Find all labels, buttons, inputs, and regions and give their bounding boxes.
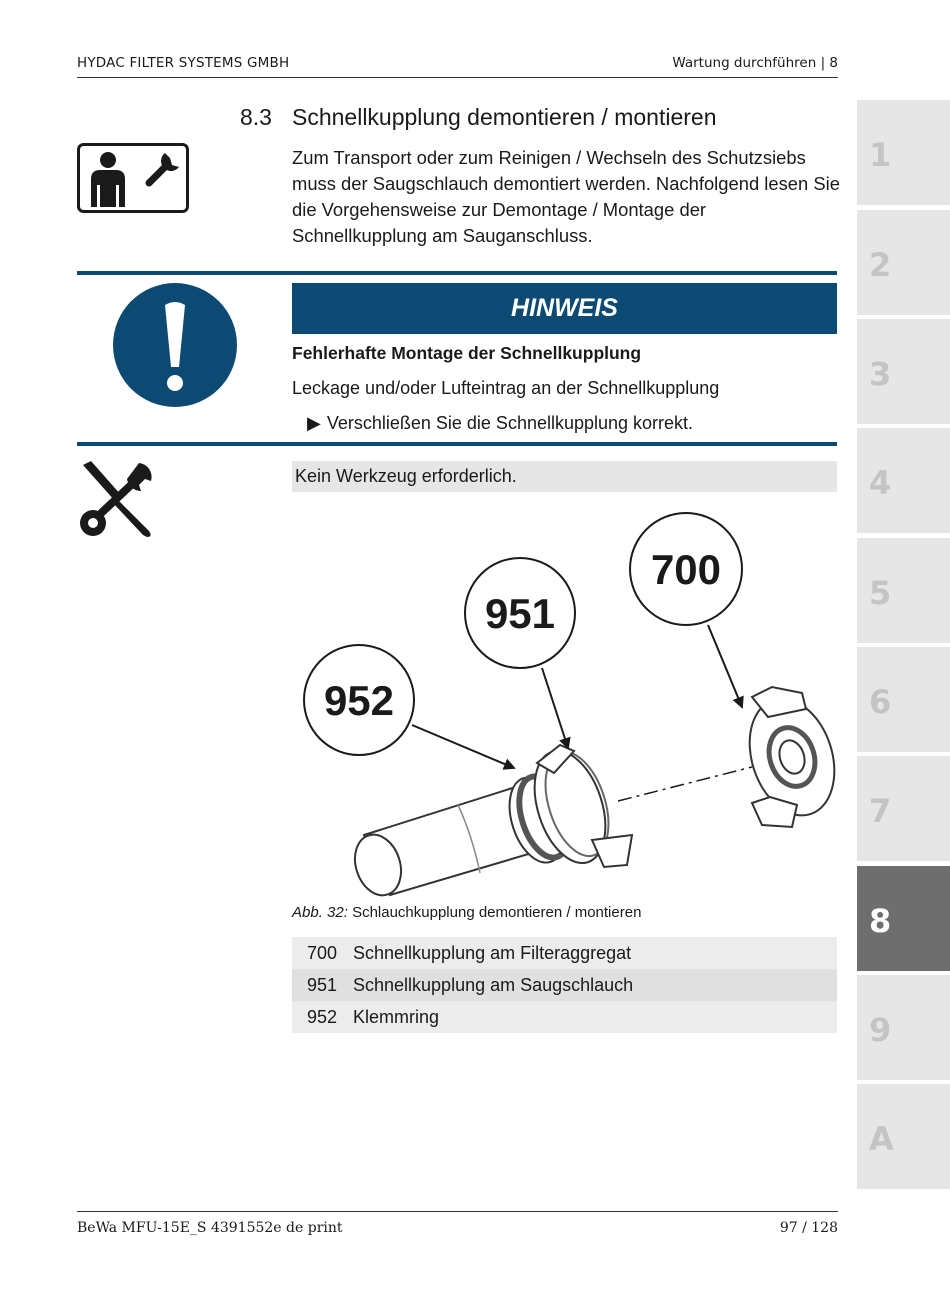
coupling-illustration — [292, 505, 840, 900]
notice-text: Leckage und/oder Lufteintrag an der Schnellkupplung — [292, 378, 720, 398]
triangle-bullet-icon: ▶ — [307, 413, 321, 433]
notice-action — [307, 413, 693, 434]
chapter-tab-8[interactable]: 8 — [857, 866, 950, 971]
chapter-tab-3[interactable]: 3 — [857, 319, 950, 424]
figure-caption — [292, 904, 641, 921]
callout-952 — [304, 645, 514, 768]
callout-951-label: 951 — [484, 590, 556, 637]
legend-row — [292, 937, 837, 969]
chapter-tab-6[interactable]: 6 — [857, 647, 950, 752]
notice-heading: Fehlerhafte Montage der Schnellkupplung — [292, 343, 642, 363]
page-header — [77, 54, 838, 78]
legend-code: 951 — [307, 975, 338, 995]
callout-700-label: 700 — [650, 546, 722, 593]
section-title — [240, 104, 717, 131]
intro-paragraph: Zum Transport oder zum Reinigen / Wechseln des Schutzsiebs muss der Saugschlauch demontiert werden. Nachfolgend lesen Sie die Vorgehensweise zur Demontage / Montage der Schnellkupplung am Sauganschluss. — [292, 147, 840, 246]
personnel-wrench-icon — [77, 143, 189, 213]
legend-text: Schnellkupplung am Filteraggregat — [353, 943, 632, 963]
notice-action-text: Verschließen Sie die Schnellkupplung korrekt. — [326, 413, 694, 433]
figure-legend — [292, 937, 837, 1033]
notice-top-rule — [77, 271, 837, 275]
document-id: BeWa MFU-15E_S 4391552e de print — [77, 1220, 343, 1236]
callout-951 — [465, 558, 575, 748]
legend-row — [292, 1001, 837, 1033]
notice-banner: HINWEIS — [292, 283, 837, 334]
tools-icon — [77, 459, 157, 539]
exclamation-icon — [113, 283, 237, 407]
figure-caption-number: Abb. 32: — [292, 904, 348, 921]
tool-requirement: Kein Werkzeug erforderlich. — [292, 461, 837, 492]
chapter-tab-4[interactable]: 4 — [857, 428, 950, 533]
legend-code: 700 — [307, 943, 338, 963]
notice-bottom-rule — [77, 442, 837, 446]
chapter-tab-a[interactable]: A — [857, 1084, 950, 1189]
filter-unit-coupling — [735, 687, 840, 827]
chapter-tab-7[interactable]: 7 — [857, 756, 950, 861]
callout-952-label: 952 — [323, 677, 395, 724]
page-footer — [77, 1211, 838, 1236]
legend-text: Klemmring — [353, 1007, 440, 1027]
callout-700 — [630, 513, 742, 707]
legend-row — [292, 969, 837, 1001]
figure-caption-text: Schlauchkupplung demontieren / montieren — [352, 904, 642, 921]
section-number: 8.3 — [240, 104, 272, 130]
chapter-tab-9[interactable]: 9 — [857, 975, 950, 1080]
company-name: HYDAC FILTER SYSTEMS GMBH — [77, 55, 290, 71]
section-heading: Schnellkupplung demontieren / montieren — [292, 104, 717, 130]
chapter-tab-2[interactable]: 2 — [857, 210, 950, 315]
chapter-tab-5[interactable]: 5 — [857, 538, 950, 643]
legend-text: Schnellkupplung am Saugschlauch — [353, 975, 634, 995]
legend-code: 952 — [307, 1007, 338, 1027]
chapter-label: Wartung durchführen | 8 — [672, 55, 838, 71]
page-number: 97 / 128 — [779, 1220, 838, 1236]
chapter-tab-1[interactable]: 1 — [857, 100, 950, 205]
